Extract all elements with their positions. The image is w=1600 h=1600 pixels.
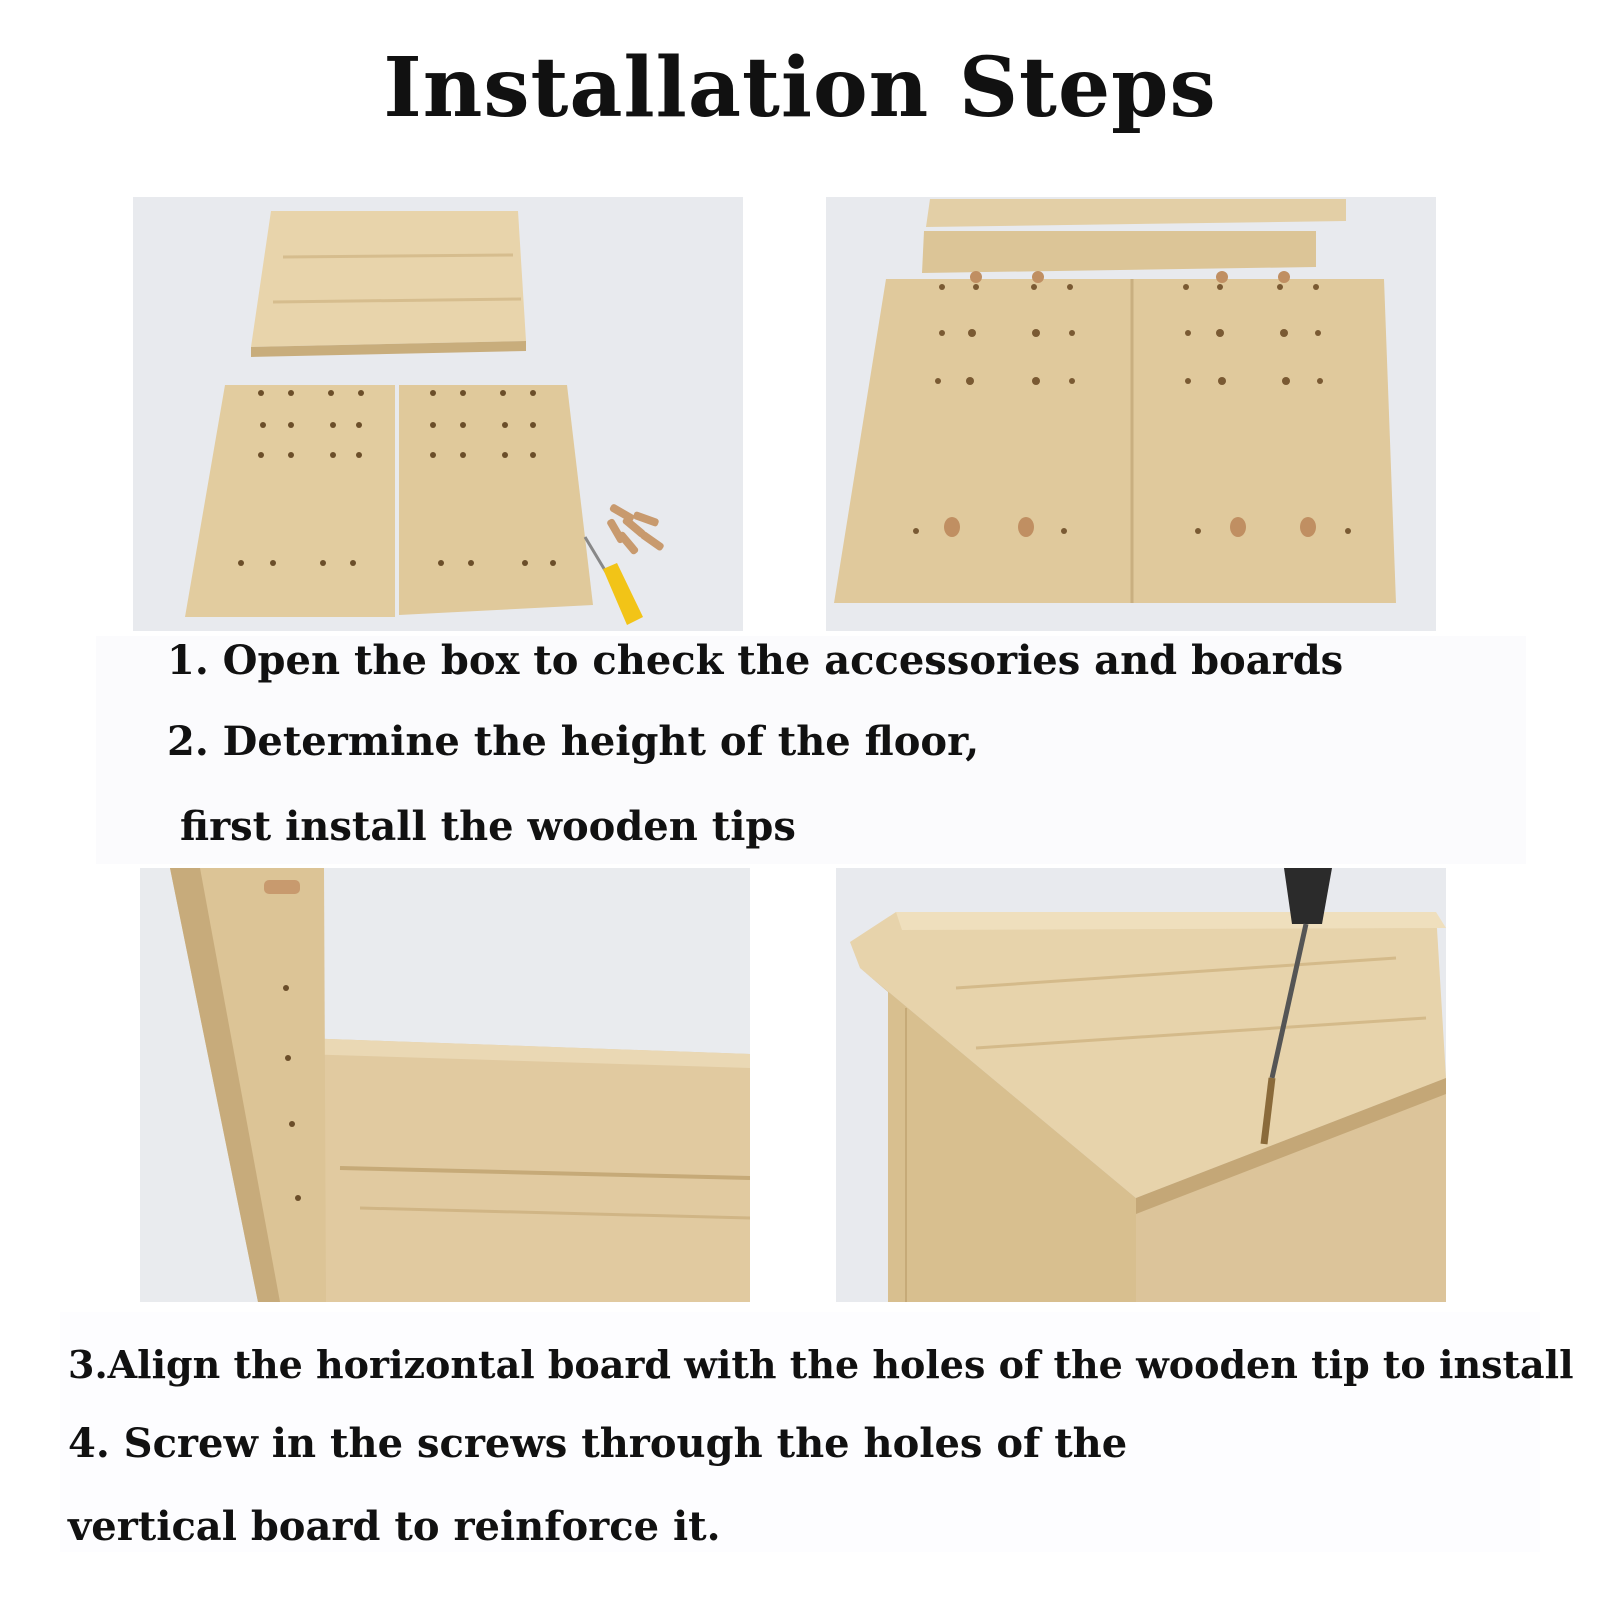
photo-align-horizontal-board <box>140 868 750 1302</box>
photo-boards-and-accessories <box>133 197 743 631</box>
photo-screw-in-screws <box>836 868 1446 1302</box>
step-2-text-line1: 2. Determine the height of the floor, <box>167 718 980 765</box>
photo-wooden-tips-installed <box>826 197 1436 631</box>
step-4-text-line1: 4. Screw in the screws through the holes of the <box>68 1420 1128 1467</box>
step-2-text-line2: first install the wooden tips <box>180 803 796 850</box>
step-1-text: 1. Open the box to check the accessories and boards <box>167 637 1344 684</box>
page-title: Installation Steps <box>383 40 1217 136</box>
step-3-text: 3.Align the horizontal board with the holes of the wooden tip to install <box>68 1342 1574 1387</box>
step-4-text-line2: vertical board to reinforce it. <box>68 1503 721 1550</box>
